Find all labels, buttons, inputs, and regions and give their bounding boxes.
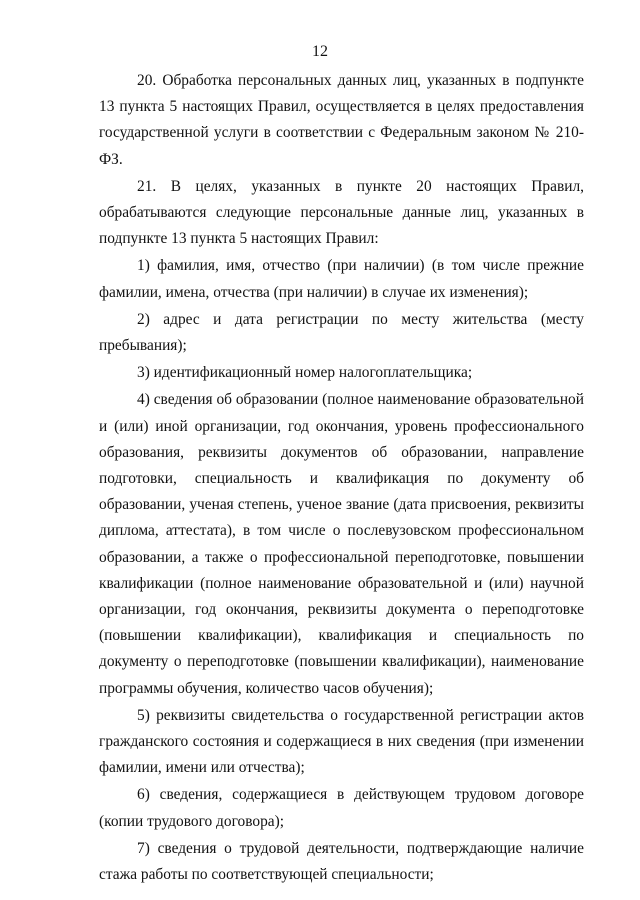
list-item-3: 3) идентификационный номер налогоплательщика; [137,364,473,382]
list-item-4: 4) сведения об образовании (полное наименование образовательной и (или) иной организации, год окончания, уровень профессионального образования, реквизиты документов об образовании, направление подготовки, специальность и квалификация по документу об образовании, ученая степень, ученое звание (дата присвоения, реквизиты диплома, аттестата), в том числе о послевузовском профессиональном образовании, а также о профессиональной переподготовке, повышении квалификации (полное наименование образовательной и (или) научной организации, год окончания, реквизиты документа о переподготовке (повышении квалификации), квалификация и специальность по документу о переподготовке (повышении квалификации), наименование программы обучения, количество часов обучения); [99,391,584,697]
list-item-6: 6) сведения, содержащиеся в действующем трудовом договоре (копии трудового договора); [99,786,584,830]
page-number: 12 [312,43,328,60]
list-item-1: 1) фамилия, имя, отчество (при наличии) (в том числе прежние фамилии, имена, отчества (при наличии) в случае их изменения); [99,257,584,301]
list-item-5: 5) реквизиты свидетельства о государственной регистрации актов гражданского состояния и содержащиеся в них сведения (при изменении фамилии, имени или отчества); [99,706,584,777]
list-item-2: 2) адрес и дата регистрации по месту жительства (месту пребывания); [99,310,584,355]
list-item-7: 7) сведения о трудовой деятельности, подтверждающие наличие стажа работы по соответствующей специальности; [99,839,584,884]
paragraph-21: 21. В целях, указанных в пункте 20 настоящих Правил, обрабатываются следующие персональные данные лиц, указанных в подпункте 13 пункта 5 настоящих Правил: [99,177,584,248]
paragraph-20: 20. Обработка персональных данных лиц, указанных в подпункте 13 пункта 5 настоящих Правил, осуществляется в целях предоставления государственной услуги в соответствии с Федеральным законом № 210-ФЗ. [99,72,584,168]
